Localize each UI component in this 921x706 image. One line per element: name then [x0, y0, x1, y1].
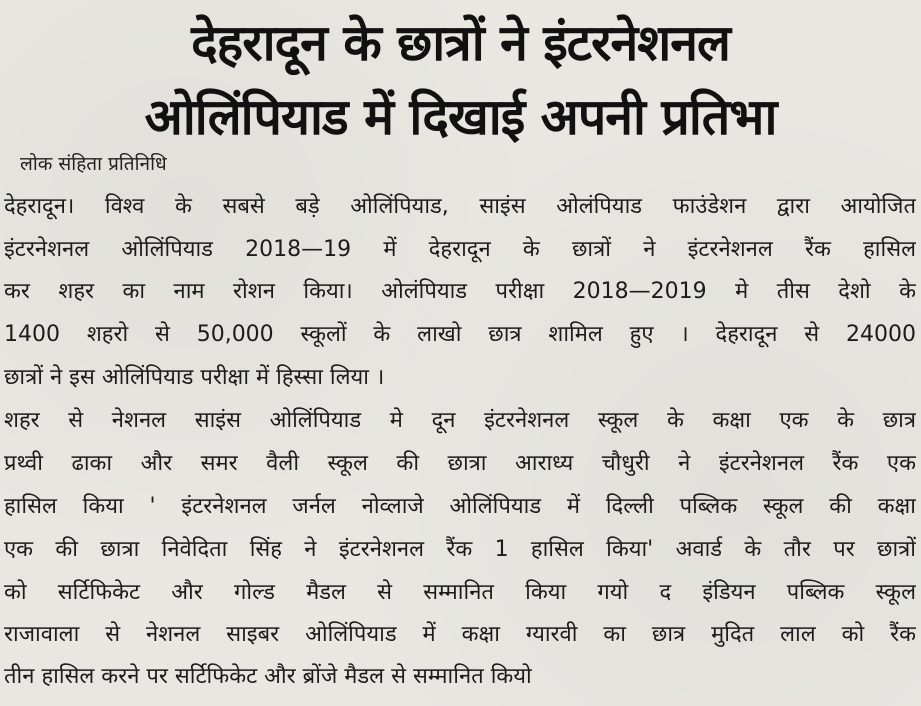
headline-line-1: देहरादून के छात्रों ने इंटरनेशनल [191, 14, 730, 72]
paragraph-2-line-6: राजावाला से नेशनल साइबर ओलिंपियाड में कक्षा ग्यारवी का छात्र मुदित लाल को रैंक [4, 622, 916, 647]
headline-line-2: ओलिंपियाड में दिखाई अपनी प्रतिभा [144, 88, 777, 146]
paragraph-1-line-4: 1400 शहरो से 50,000 स्कूलों के लाखो छात्र शामिल हुए । देहरादून से 24000 [4, 322, 916, 347]
paragraph-1-line-1: देहरादून। विश्व के सबसे बड़े ओलिंपियाड, साइंस ओलंपियाड फाउंडेशन द्वारा आयोजित [4, 194, 916, 219]
paragraph-2-line-1: शहर से नेशनल साइंस ओलिंपियाड मे दून इंटरनेशनल स्कूल के कक्षा एक के छात्र [4, 408, 916, 433]
byline: लोक संहिता प्रतिनिधि [20, 153, 167, 175]
paragraph-1-line-5: छात्रों ने इस ओलिंपियाड परीक्षा में हिस्सा लिया । [4, 365, 385, 390]
paragraph-1-line-3: कर शहर का नाम रोशन किया। ओलंपियाड परीक्षा 2018—2019 मे तीस देशो के [4, 279, 916, 304]
paragraph-2-line-7: तीन हासिल करने पर सर्टिफिकेट और ब्रोंजे मैडल से सम्मानित कियो [4, 664, 532, 689]
paragraph-2-line-5: को सर्टिफिकेट और गोल्ड मैडल से सम्मानित किया गयो द इंडियन पब्लिक स्कूल [4, 580, 916, 605]
paragraph-1-line-2: इंटरनेशनल ओलिंपियाड 2018—19 में देहरादून के छात्रों ने इंटरनेशनल रैंक हासिल [4, 237, 916, 262]
paragraph-2-line-3: हासिल किया ' इंटरनेशनल जर्नल नोव्लाजे ओलिंपियाड में दिल्ली पब्लिक स्कूल की कक्षा [4, 494, 916, 519]
paragraph-2-line-2: प्रथ्वी ढाका और समर वैली स्कूल की छात्रा आराध्य चौधुरी ने इंटरनेशनल रैंक एक [4, 451, 916, 476]
paragraph-2-line-4: एक की छात्रा निवेदिता सिंह ने इंटरनेशनल रैंक 1 हासिल किया' अवार्ड के तौर पर छात्रों [4, 537, 916, 562]
